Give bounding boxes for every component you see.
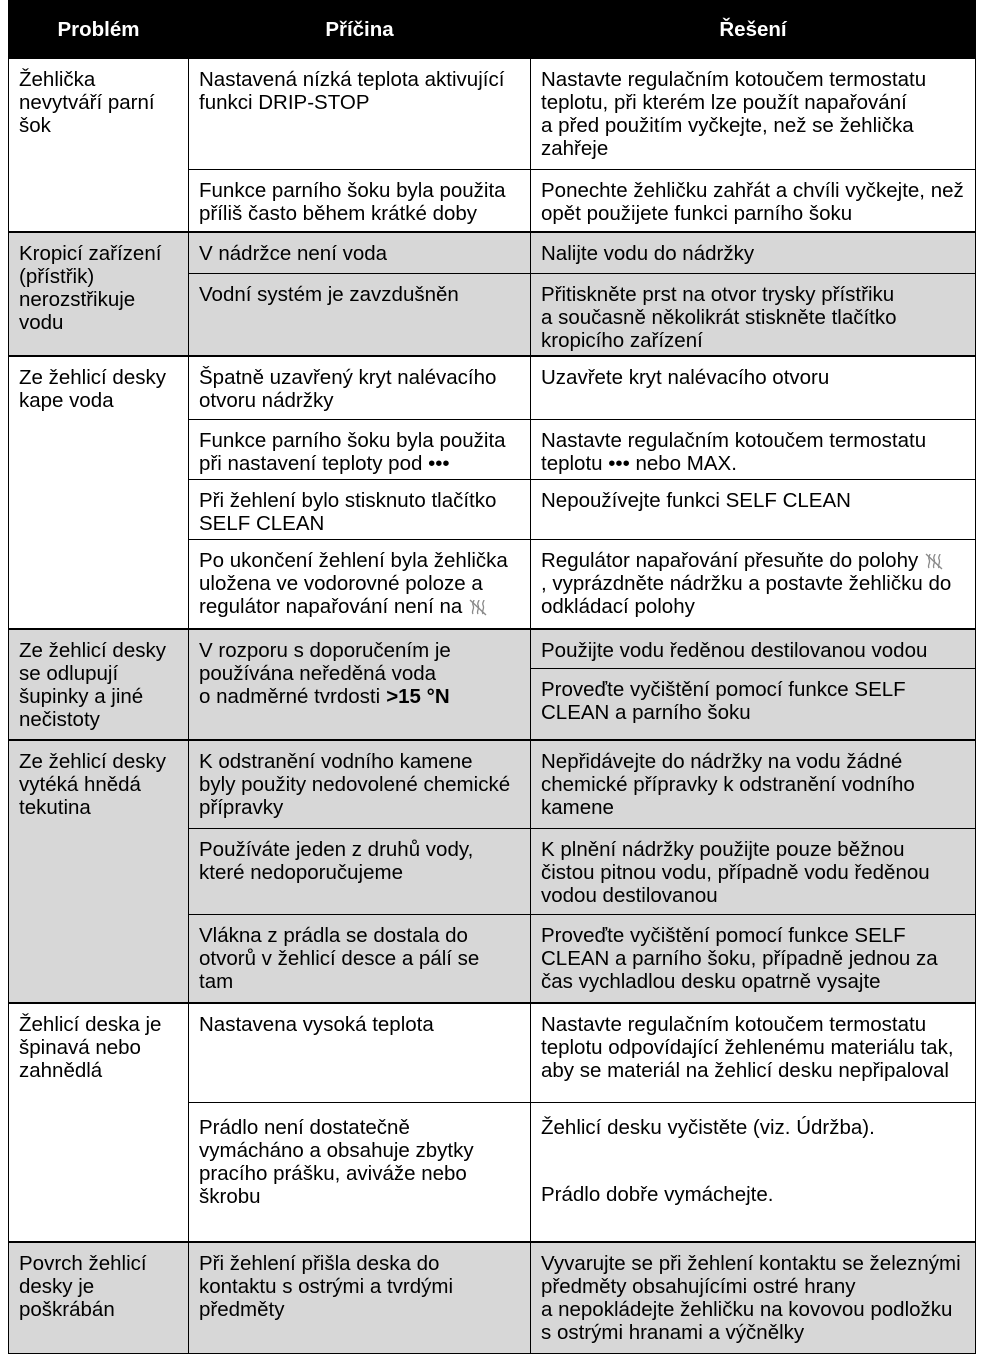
no-steam-icon	[924, 552, 944, 570]
cause-text: Při žehlení přišla deska do kontaktu s ostrými a tvrdými předměty	[199, 1251, 454, 1321]
problem-text: Žehlička nevytváří parní šok	[19, 68, 155, 137]
table-row	[9, 356, 976, 420]
solution-text: Přitiskněte prst na otvor trysky přístřiku a současně několikrát stiskněte tlačítko kropicího zařízení	[541, 283, 897, 352]
cause-cell	[189, 1003, 531, 1103]
problem-cell	[9, 629, 189, 740]
no-steam-icon	[468, 598, 488, 616]
cause-text: V rozporu s doporučením je používána neředěná voda o nadměrné tvrdosti	[199, 638, 451, 708]
solution-text: Proveďte vyčištění pomocí funkce SELF CLEAN a parního šoku	[541, 678, 906, 724]
troubleshooting-table	[8, 0, 976, 1354]
table-row	[9, 59, 976, 170]
solution-text: Regulátor napařování přesuňte do polohy	[541, 549, 919, 572]
cause-text: V nádržce není voda	[199, 241, 388, 265]
cause-text: Při žehlení bylo stisknuto tlačítko SELF CLEAN	[199, 489, 497, 535]
problem-text: Kropicí zařízení (přístřik) nerozstřikuje vodu	[19, 241, 162, 334]
solution-text: Žehlicí desku vyčistěte (viz. Údržba).	[541, 1116, 875, 1139]
problem-text: Ze žehlicí desky vytéká hnědá tekutina	[19, 749, 166, 819]
problem-text: Žehlicí deska je špinavá nebo zahnědlá	[19, 1012, 162, 1082]
cause-cell	[189, 915, 531, 1003]
solution-cell	[531, 540, 976, 629]
cause-text: Funkce parního šoku byla použita při nastavení teploty pod •••	[199, 429, 506, 475]
cause-text: Prádlo není dostatečně vymácháno a obsahuje zbytky pracího prášku, aviváže nebo škrobu	[199, 1116, 474, 1208]
header-solution: Řešení	[531, 1, 976, 59]
cause-cell	[189, 740, 531, 829]
solution-text: K plnění nádržky použijte pouze běžnou čistou pitnou vodu, případně vodu ředěnou vodou destilovanou	[541, 838, 930, 907]
solution-text: Proveďte vyčištění pomocí funkce SELF CLEAN a parního šoku, případně jednou za čas vychladlou desku opatrně vysajte	[541, 924, 938, 993]
solution-cell	[531, 420, 976, 480]
solution-cell	[531, 629, 976, 669]
cause-text: Nastavená nízká teplota aktivující funkci DRIP-STOP	[199, 68, 505, 114]
table-row	[9, 1242, 976, 1354]
problem-cell	[9, 740, 189, 1003]
solution-text: Nastavte regulačním kotoučem termostatu teplotu odpovídající žehlenému materiálu tak, aby se materiál na žehlicí desku nepřipaloval	[541, 1012, 954, 1082]
cause-cell	[189, 232, 531, 274]
solution-cell	[531, 232, 976, 274]
solution-cell	[531, 170, 976, 232]
header-row	[9, 1, 976, 59]
cause-cell	[189, 420, 531, 480]
cause-text: Vodní systém je zavzdušněn	[199, 283, 459, 306]
cause-text: Vlákna z prádla se dostala do otvorů v žehlicí desce a pálí se tam	[199, 924, 480, 993]
solution-cell	[531, 669, 976, 740]
solution-text: Nastavte regulačním kotoučem termostatu teplotu ••• nebo MAX.	[541, 429, 927, 475]
problem-cell	[9, 59, 189, 232]
solution-text: Použijte vodu ředěnou destilovanou vodou	[541, 638, 928, 662]
cause-cell	[189, 170, 531, 232]
solution-text: Vyvarujte se při žehlení kontaktu se železnými předměty obsahujícími ostré hrany a nepokládejte žehličku na kovovou podložku s ostrými hranami a výčnělky	[541, 1251, 961, 1344]
cause-text: K odstranění vodního kamene byly použity nedovolené chemické přípravky	[199, 749, 511, 819]
table-row	[9, 629, 976, 669]
problem-text: Povrch žehlicí desky je poškrábán	[19, 1251, 147, 1321]
table-row	[9, 232, 976, 274]
solution-note: Prádlo dobře vymáchejte.	[541, 1183, 774, 1206]
table-header	[9, 1, 976, 59]
solution-cell	[531, 740, 976, 829]
cause-cell	[189, 540, 531, 629]
header-cause: Příčina	[189, 1, 531, 59]
cause-cell	[189, 59, 531, 170]
solution-text: Nalijte vodu do nádržky	[541, 241, 755, 265]
problem-cell	[9, 1003, 189, 1242]
cause-cell	[189, 629, 531, 740]
problem-cell	[9, 232, 189, 356]
hardness-value: >15 °N	[386, 684, 450, 708]
cause-cell	[189, 480, 531, 540]
cause-cell	[189, 356, 531, 420]
problem-cell	[9, 356, 189, 629]
cause-cell	[189, 1103, 531, 1242]
solution-cell	[531, 1103, 976, 1242]
cause-text: Po ukončení žehlení byla žehlička uložena ve vodorovné poloze a regulátor napařování není na	[199, 549, 508, 618]
solution-cell	[531, 356, 976, 420]
table-row	[9, 740, 976, 829]
solution-cell	[531, 1242, 976, 1354]
header-problem: Problém	[9, 1, 189, 59]
cause-text: Funkce parního šoku byla použita příliš často během krátké doby	[199, 179, 506, 225]
cause-cell	[189, 1242, 531, 1354]
problem-cell	[9, 1242, 189, 1354]
solution-cell	[531, 829, 976, 915]
table-body	[9, 59, 976, 1354]
solution-text: Nastavte regulačním kotoučem termostatu teplotu, při kterém lze použít napařování a před použitím vyčkejte, než se žehlička zahřeje	[541, 68, 927, 160]
solution-text: , vyprázdněte nádržku a postavte žehličku do odkládací polohy	[541, 572, 952, 618]
cause-text: Používáte jeden z druhů vody, které nedoporučujeme	[199, 838, 474, 884]
cause-text: Špatně uzavřený kryt nalévacího otvoru nádržky	[199, 365, 497, 412]
solution-cell	[531, 915, 976, 1003]
solution-text: Nepřidávejte do nádržky na vodu žádné chemické přípravky k odstranění vodního kamene	[541, 749, 915, 819]
solution-text: Ponechte žehličku zahřát a chvíli vyčkejte, než opět použijete funkci parního šoku	[541, 179, 964, 225]
problem-text: Ze žehlicí desky kape voda	[19, 365, 166, 412]
solution-text: Uzavřete kryt nalévacího otvoru	[541, 365, 830, 389]
cause-text: Nastavena vysoká teplota	[199, 1012, 434, 1036]
cause-cell	[189, 829, 531, 915]
solution-cell	[531, 59, 976, 170]
solution-cell	[531, 480, 976, 540]
table-row	[9, 1003, 976, 1103]
solution-cell	[531, 1003, 976, 1103]
cause-cell	[189, 274, 531, 356]
problem-text: Ze žehlicí desky se odlupují šupinky a jiné nečistoty	[19, 638, 166, 731]
solution-text: Nepoužívejte funkci SELF CLEAN	[541, 489, 851, 512]
solution-cell	[531, 274, 976, 356]
